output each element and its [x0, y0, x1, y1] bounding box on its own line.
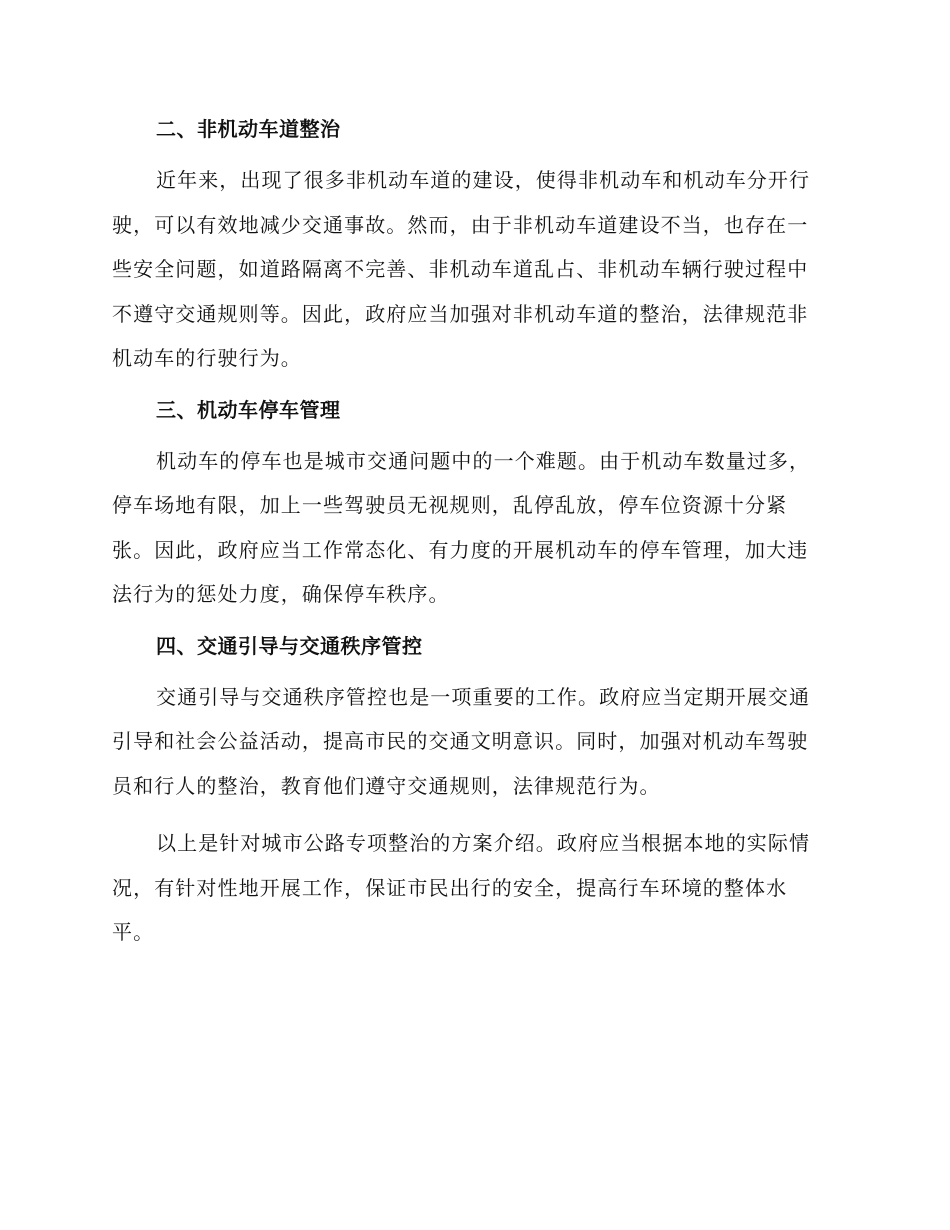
paragraph-line: 近年来，出现了很多非机动车道的建设，使得非机动车和机动车分开行 [156, 168, 811, 192]
section-paragraph [112, 675, 832, 809]
section-heading: 二、非机动车道整治 [156, 117, 341, 141]
paragraph-line: 机动车的行驶行为。 [112, 346, 302, 370]
paragraph-line: 以上是针对城市公路专项整治的方案介绍。政府应当根据本地的实际情 [156, 831, 811, 855]
section-heading: 四、交通引导与交通秩序管控 [156, 633, 423, 658]
paragraph-line: 停车场地有限，加上一些驾驶员无视规则，乱停乱放，停车位资源十分紧 [112, 493, 788, 517]
paragraph-line: 不遵守交通规则等。因此，政府应当加强对非机动车道的整治，法律规范非 [112, 301, 809, 326]
conclusion-paragraph [112, 821, 832, 955]
paragraph-line: 交通引导与交通秩序管控也是一项重要的工作。政府应当定期开展交通 [156, 684, 811, 709]
section-paragraph [112, 158, 832, 381]
paragraph-line: 平。 [112, 920, 155, 944]
paragraph-line: 引导和社会公益活动，提高市民的交通文明意识。同时，加强对机动车驾驶 [112, 729, 809, 753]
paragraph-line: 况，有针对性地开展工作，保证市民出行的安全，提高行车环境的整体水 [112, 875, 788, 900]
section-paragraph [112, 439, 832, 617]
paragraph-line: 机动车的停车也是城市交通问题中的一个难题。由于机动车数量过多， [156, 448, 811, 473]
paragraph-line: 法行为的惩处力度，确保停车秩序。 [112, 582, 450, 606]
paragraph-line: 张。因此，政府应当工作常态化、有力度的开展机动车的停车管理，加大违 [112, 537, 809, 562]
paragraph-line: 些安全问题，如道路隔离不完善、非机动车道乱占、非机动车辆行驶过程中 [112, 257, 809, 281]
document-body [112, 113, 832, 968]
paragraph-line: 员和行人的整治，教育他们遵守交通规则，法律规范行为。 [112, 773, 661, 798]
section-heading: 三、机动车停车管理 [156, 397, 341, 422]
paragraph-line: 驶，可以有效地减少交通事故。然而，由于非机动车道建设不当，也存在一 [112, 212, 809, 237]
